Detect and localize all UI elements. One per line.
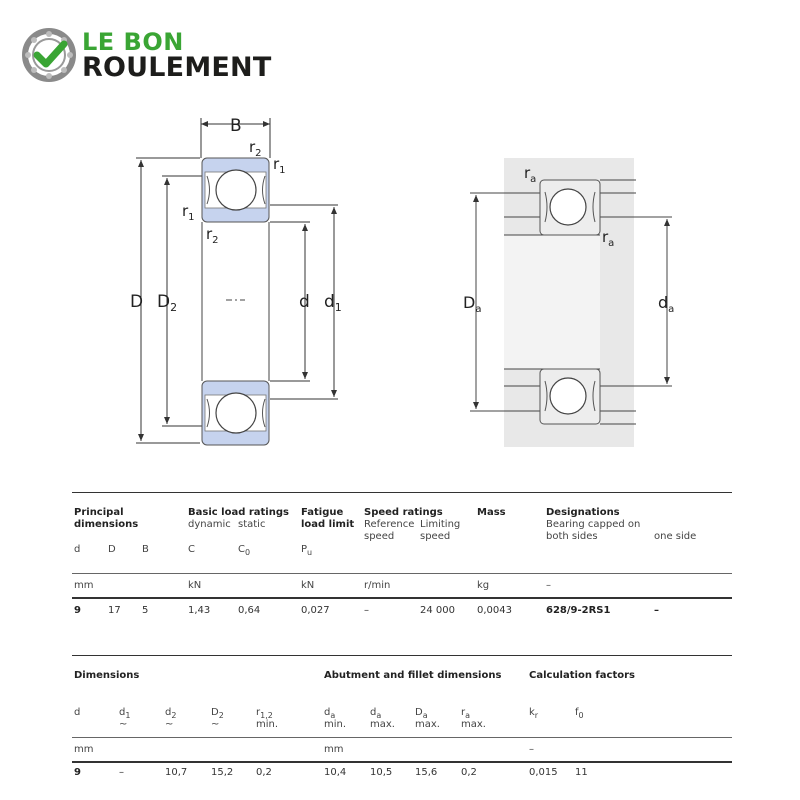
th-reference-2: speed: [364, 531, 395, 542]
cell2-kr: 0,015: [529, 767, 558, 778]
sym2-f0: $f_0$: [575, 707, 584, 720]
th-reference-1: Reference: [364, 519, 415, 530]
cell2-d: 9: [74, 767, 81, 778]
sym2-Da-max: $D_a$: [415, 707, 428, 720]
th-limiting-2: speed: [420, 531, 451, 542]
sym-Pu: $P_u$: [301, 544, 313, 557]
sym2-ra-max: $r_a$: [461, 707, 471, 720]
unit2-mm-2: mm: [324, 744, 344, 755]
table1-row-rule: [72, 597, 732, 599]
sym2-D2-approx: ~: [211, 719, 220, 730]
cell2-Da-max: 15,6: [415, 767, 438, 778]
th-fatigue-1: Fatigue: [301, 507, 344, 518]
cell2-da-min: 10,4: [324, 767, 347, 778]
th-principal-1: Principal: [74, 507, 124, 518]
unit2-dash: –: [529, 744, 534, 755]
sym2-d1-approx: ~: [119, 719, 128, 730]
cell-d: 9: [74, 605, 81, 616]
label-r2-top: $r_2$: [249, 138, 262, 159]
sym-B: B: [142, 544, 149, 555]
unit-mm: mm: [74, 580, 94, 591]
cell-ref-speed: –: [364, 605, 369, 616]
unit-kN-1: kN: [188, 580, 202, 591]
th-dynamic: dynamic: [188, 519, 231, 530]
th-limiting-1: Limiting: [420, 519, 461, 530]
unit-kN-2: kN: [301, 580, 315, 591]
cell2-d2: 10,7: [165, 767, 188, 778]
cell-C: 1,43: [188, 605, 211, 616]
table2-top-rule: [72, 655, 732, 656]
th-calc-factors: Calculation factors: [529, 670, 635, 681]
table1-units-rule: [72, 573, 732, 574]
sym-D: D: [108, 544, 116, 555]
table2-row-rule: [72, 761, 732, 763]
cell2-d1: –: [119, 767, 124, 778]
cell-one-side: –: [654, 605, 659, 616]
cell-Pu: 0,027: [301, 605, 330, 616]
abutment-view: [470, 158, 675, 447]
sym2-ra-max-label: max.: [461, 719, 486, 730]
th-dimensions: Dimensions: [74, 670, 140, 681]
sym-C: C: [188, 544, 195, 555]
sym2-D2: $D_2$: [211, 707, 224, 720]
label-r1-bottom: $r_1$: [182, 202, 195, 223]
table1-top-rule: [72, 492, 732, 493]
cell-lim-speed: 24 000: [420, 605, 455, 616]
sym2-da-min-label: min.: [324, 719, 347, 730]
cell-C0: 0,64: [238, 605, 261, 616]
th-speed-ratings: Speed ratings: [364, 507, 443, 518]
th-static: static: [238, 519, 266, 530]
th-abutment: Abutment and fillet dimensions: [324, 670, 502, 681]
label-r2-bottom: $r_2$: [206, 225, 219, 246]
sym2-da-max: $d_a$: [370, 707, 382, 720]
th-principal-2: dimensions: [74, 519, 139, 530]
label-ra-top: $r_a$: [524, 164, 537, 185]
unit2-mm-1: mm: [74, 744, 94, 755]
sym2-da-min: $d_a$: [324, 707, 336, 720]
sym2-d2-approx: ~: [165, 719, 174, 730]
sym2-kr: $k_r$: [529, 707, 539, 720]
brand-line1: LE BON: [82, 28, 184, 56]
th-one-side: one side: [654, 531, 697, 542]
label-B: B: [230, 116, 242, 136]
th-mass: Mass: [477, 507, 506, 518]
sym2-d2: $d_2$: [165, 707, 177, 720]
cell2-da-max: 10,5: [370, 767, 393, 778]
label-d1: $d_1$: [324, 292, 342, 314]
unit-dash: –: [546, 580, 551, 591]
label-da: $d_a$: [658, 293, 675, 315]
th-designations: Designations: [546, 507, 620, 518]
sym2-d: d: [74, 707, 81, 718]
cell-designation: 628/9-2RS1: [546, 605, 611, 616]
th-capped-1: Bearing capped on: [546, 519, 641, 530]
cell2-r12: 0,2: [256, 767, 272, 778]
label-D: D: [130, 292, 144, 312]
brand-line2: ROULEMENT: [82, 52, 272, 83]
sym2-d1: $d_1$: [119, 707, 131, 720]
th-capped-2: both sides: [546, 531, 598, 542]
label-Da: $D_a$: [463, 293, 482, 315]
sym2-r12: $r_{1,2}$: [256, 707, 273, 720]
label-D2: $D_2$: [157, 292, 178, 314]
cell2-f0: 11: [575, 767, 588, 778]
sym2-r12-min: min.: [256, 719, 279, 730]
unit-kg: kg: [477, 580, 490, 591]
unit-rmin: r/min: [364, 580, 391, 591]
sym-C0: $C_0$: [238, 544, 251, 557]
cell-D: 17: [108, 605, 121, 616]
sym-d: d: [74, 544, 81, 555]
cell2-D2: 15,2: [211, 767, 234, 778]
label-ra-bottom: $r_a$: [602, 228, 615, 249]
bearing-section-view: [136, 118, 338, 445]
table2-units-rule: [72, 737, 732, 738]
cell-mass: 0,0043: [477, 605, 512, 616]
cell2-ra-max: 0,2: [461, 767, 477, 778]
sym2-Da-max-label: max.: [415, 719, 440, 730]
label-d: d: [299, 292, 310, 312]
th-fatigue-2: load limit: [301, 519, 355, 530]
label-r1-top: $r_1$: [273, 155, 286, 176]
th-load-ratings: Basic load ratings: [188, 507, 289, 518]
cell-B: 5: [142, 605, 149, 616]
sym2-da-max-label: max.: [370, 719, 395, 730]
